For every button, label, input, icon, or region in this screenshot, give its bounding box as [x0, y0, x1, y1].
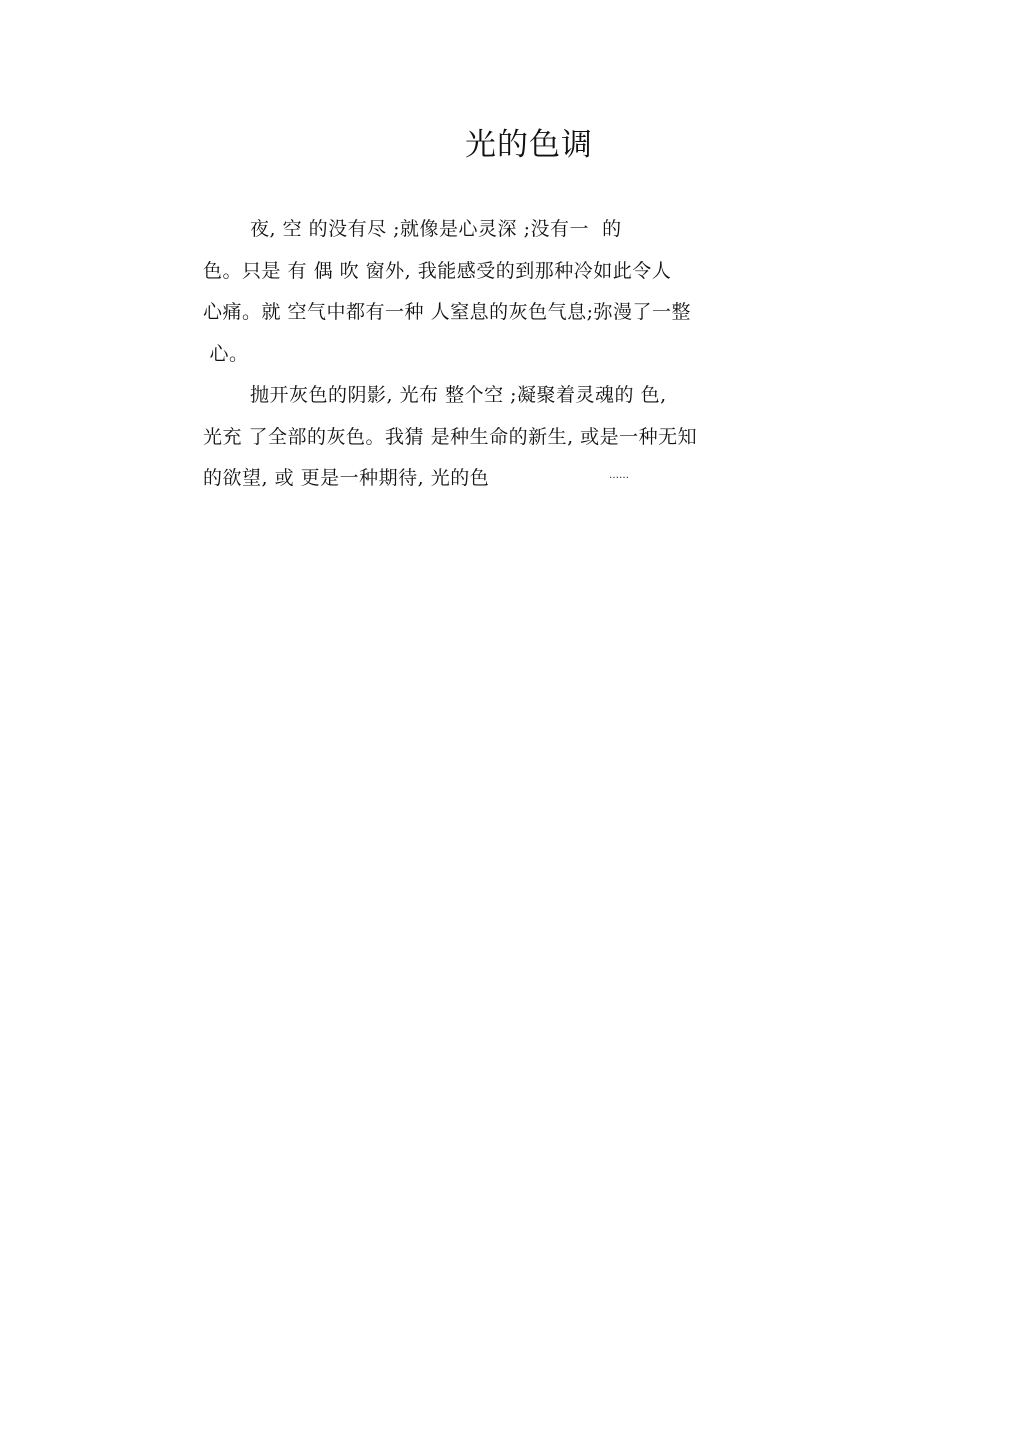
document-title: 光的色调 [465, 127, 593, 163]
paragraph-1-line-1: 夜, 空 的没有尽 ;就像是心灵深 ;没有一 的 [250, 218, 622, 240]
ellipsis-text: …… [609, 470, 629, 481]
paragraph-1-line-3: 心痛。就 空气中都有一种 人窒息的灰色气息;弥漫了一整 [203, 301, 691, 323]
paragraph-2-line-1: 抛开灰色的阴影, 光布 整个空 ;凝聚着灵魂的 色, [250, 384, 667, 406]
paragraph-1-line-2: 色。只是 有 偶 吹 窗外, 我能感受的到那种冷如此令人 [203, 260, 672, 282]
paragraph-2-line-2: 光充 了全部的灰色。我猜 是种生命的新生, 或是一种无知 [203, 426, 698, 448]
paragraph-2-line-3: 的欲望, 或 更是一种期待, 光的色 [203, 467, 490, 489]
paragraph-1-line-4: 心。 [203, 343, 249, 365]
